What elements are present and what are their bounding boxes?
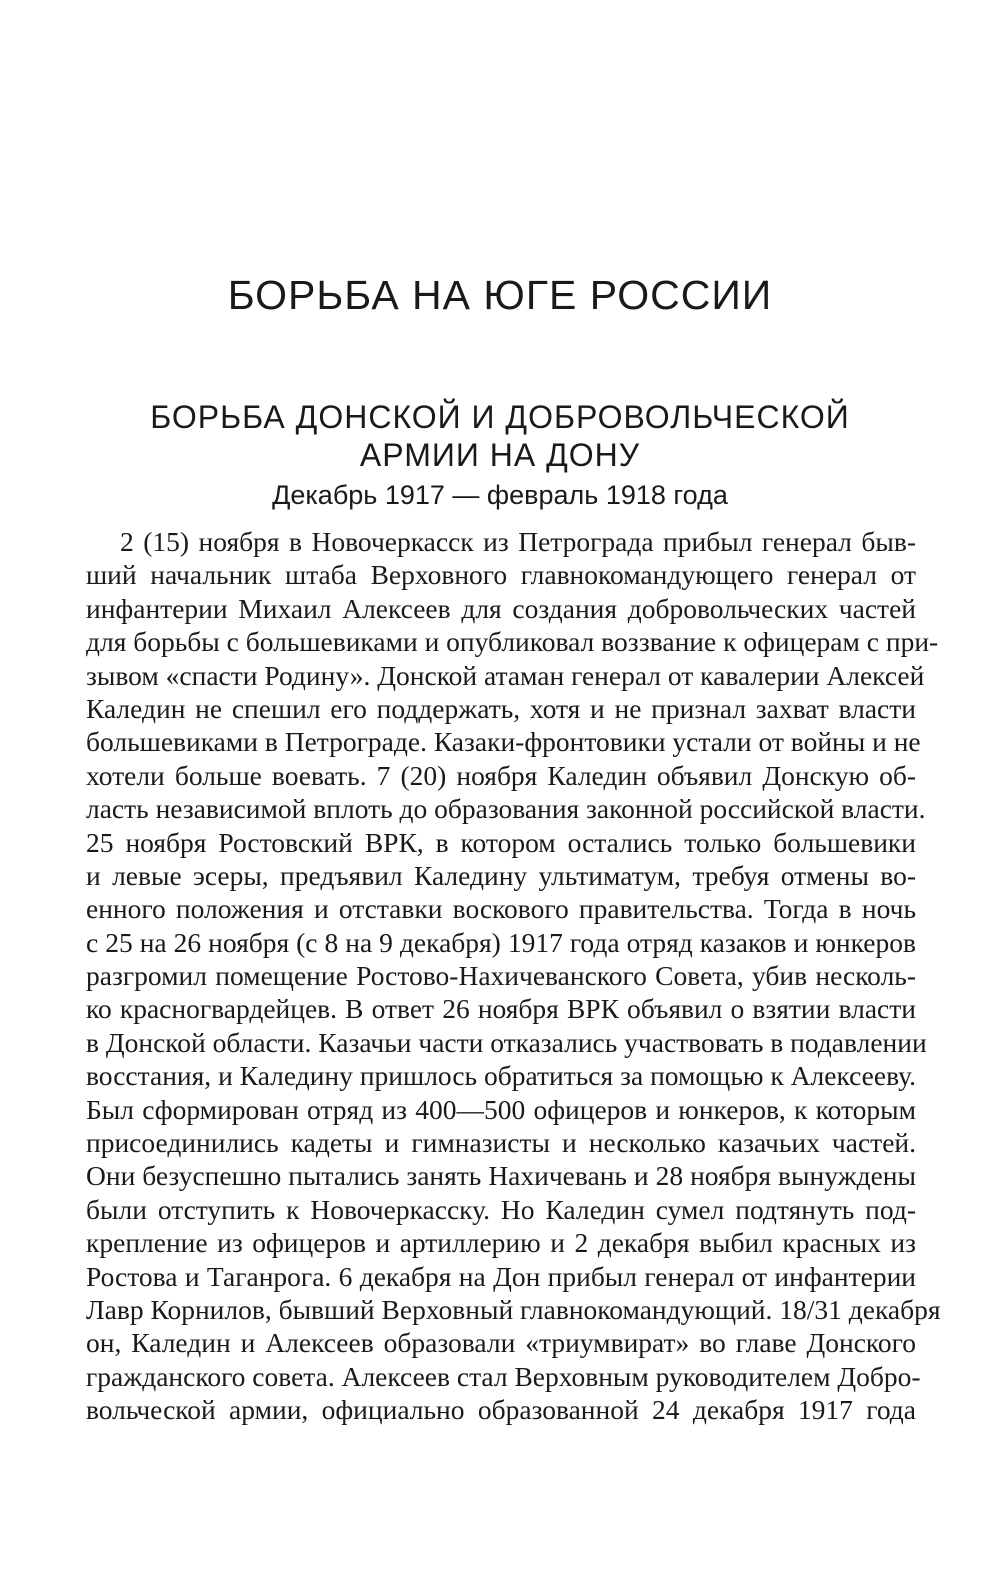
body-line: он, Каледин и Алексеев образовали «триумвират» во главе Донского [86, 1327, 916, 1359]
body-line: ласть независимой вплоть до образования законной российской власти. [86, 793, 926, 825]
chapter-title-line-1: БОРЬБА ДОНСКОЙ И ДОБРОВОЛЬЧЕСКОЙ [150, 399, 850, 435]
body-line: Был сформирован отряд из 400—500 офицеров и юнкеров, к которым [86, 1093, 916, 1125]
body-line: и левые эсеры, предъявил Каледину ультиматум, требуя отмены во- [86, 859, 916, 891]
body-line: инфантерии Михаил Алексеев для создания добровольческих частей [86, 592, 916, 624]
body-line: ший начальник штаба Верховного главнокомандующего генерал от [86, 559, 916, 591]
part-title: БОРЬБА НА ЮГЕ РОССИИ [227, 272, 773, 318]
body-line: в Донской области. Казачьи части отказались участвовать в подавлении [86, 1026, 927, 1058]
body-line: 25 ноября Ростовский ВРК, в котором остались только большевики [86, 826, 916, 858]
body-line: для борьбы с большевиками и опубликовал воззвание к офицерам с при- [86, 626, 939, 658]
body-line: разгромил помещение Ростово-Нахичеванского Совета, убив несколь- [86, 960, 916, 992]
body-line: были отступить к Новочеркасску. Но Каледин сумел подтянуть под- [86, 1193, 916, 1225]
body-line: хотели больше воевать. 7 (20) ноября Каледин объявил Донскую об- [86, 759, 916, 791]
body-line: 2 (15) ноября в Новочеркасск из Петрограда прибыл генерал быв- [120, 526, 916, 557]
body-line: Каледин не спешил его поддержать, хотя и не признал захват власти [86, 692, 916, 724]
body-line: гражданского совета. Алексеев стал Верховным руководителем Добро- [86, 1360, 921, 1392]
chapter-subtitle: Декабрь 1917 — февраль 1918 года [272, 480, 728, 510]
body-line: Они безуспешно пытались занять Нахичевань и 28 ноября вынуждены [86, 1160, 916, 1192]
body-line: енного положения и отставки воскового правительства. Тогда в ночь [86, 893, 916, 925]
body-line: большевиками в Петрограде. Казаки-фронтовики устали от войны и не [86, 726, 921, 758]
body-line: ко красногвардейцев. В ответ 26 ноября ВРК объявил о взятии власти [86, 993, 916, 1025]
body-line: Лавр Корнилов, бывший Верховный главнокомандующий. 18/31 декабря [86, 1293, 941, 1325]
chapter-title [0, 398, 1000, 474]
chapter-title-line-2: АРМИИ НА ДОНУ [359, 437, 641, 473]
body-line: Ростова и Таганрога. 6 декабря на Дон прибыл генерал от инфантерии [86, 1260, 916, 1292]
body-line: вольческой армии, официально образованной 24 декабря 1917 года [86, 1394, 916, 1426]
body-line: присоединились кадеты и гимназисты и несколько казачьих частей. [86, 1127, 916, 1159]
body-line: восстания, и Каледину пришлось обратиться за помощью к Алексееву. [86, 1060, 916, 1092]
body-line: зывом «спасти Родину». Донской атаман генерал от кавалерии Алексей [86, 659, 925, 691]
body-paragraph [86, 525, 941, 1427]
body-line: крепление из офицеров и артиллерию и 2 декабря выбил красных из [86, 1227, 916, 1259]
body-line: с 25 на 26 ноября (с 8 на 9 декабря) 1917 года отряд казаков и юнкеров [86, 926, 916, 958]
